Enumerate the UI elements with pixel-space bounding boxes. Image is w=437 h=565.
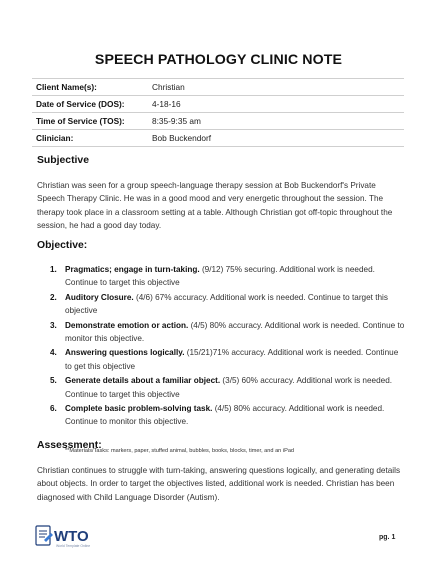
objective-heading: Objective: [37,240,88,251]
info-label: Time of Service (TOS): [32,113,148,130]
objective-item [37,291,405,318]
info-value: Bob Buckendorf [148,130,404,147]
objective-number: 1. [50,265,57,274]
objective-title: Auditory Closure. [65,292,134,302]
logo-tagline: World Template Online [56,544,91,548]
document-icon [34,523,114,553]
objective-title: Pragmatics; engage in turn-taking. [65,265,200,274]
page-number: pg. 1 [379,534,396,541]
info-row-date-of-service [32,96,404,113]
objective-detail: (3/5) 60% accuracy. Additional work is needed. Continue to target this objective [65,376,393,399]
logo-text: WTO [54,528,89,545]
materials-note: **Materials/Tasks: markers, paper, stuffed animal, bubbles, books, blocks, timer, and an iPad [65,448,295,454]
objective-item [37,263,405,290]
objective-item [37,402,405,429]
info-value: Christian [148,79,404,96]
objective-number: 6. [50,404,57,414]
objective-number: 3. [50,320,57,330]
assessment-heading: Assessment: [37,440,102,451]
objective-list [37,263,405,430]
objective-item [37,374,405,401]
objective-detail: (4/5) 80% accuracy. Additional work is needed. Continue to monitor this objective. [65,320,405,344]
objective-title: Generate details about a familiar object. [65,376,221,386]
objective-title: Complete basic problem-solving task. [65,404,213,414]
client-info-table [32,78,404,147]
info-row-client-name [32,79,404,96]
info-label: Clinician: [32,130,148,147]
document-title: SPEECH PATHOLOGY CLINIC NOTE [94,52,343,68]
objective-detail: (9/12) 75% securing. Additional work is needed. Continue to target this objective [65,265,375,288]
assessment-paragraph: Christian continues to struggle with turn-taking, answering questions logically, and generating details about objects. In order to target the objectives listed, additional work is needed. Christian has been diagnosed with Child Language Disorder (Autism). [37,466,401,502]
objective-number: 5. [50,376,57,386]
subjective-heading: Subjective [37,155,89,166]
info-row-time-of-service [32,113,404,130]
subjective-paragraph: Christian was seen for a group speech-language therapy session at Bob Buckendorf's Private Speech Therapy Clinic. He was in a good mood and very energetic throughout the session. The therapy took place in a classroom setting at a table. Although Christian got off-topic throughout the session, he had a good day today. [37,181,393,230]
objective-item [37,319,405,346]
objective-detail: (4/5) 80% accuracy. Additional work is needed. Continue to monitor this objective. [65,404,385,427]
info-row-clinician [32,130,404,147]
wto-logo [34,523,114,553]
info-label: Date of Service (DOS): [32,96,148,113]
objective-item [37,346,405,373]
objective-title: Answering questions logically. [65,348,185,358]
objective-number: 4. [50,348,57,358]
objective-number: 2. [50,292,57,302]
info-label: Client Name(s): [32,79,148,96]
objective-title: Demonstrate emotion or action. [65,320,189,330]
info-value: 4-18-16 [148,96,404,113]
info-value: 8:35-9:35 am [148,113,404,130]
objective-detail: (15/21)71% accuracy. Additional work is needed. Continue to get this objective [65,348,399,371]
objective-detail: (4/6) 67% accuracy. Additional work is needed. Continue to target this objective [65,292,388,316]
